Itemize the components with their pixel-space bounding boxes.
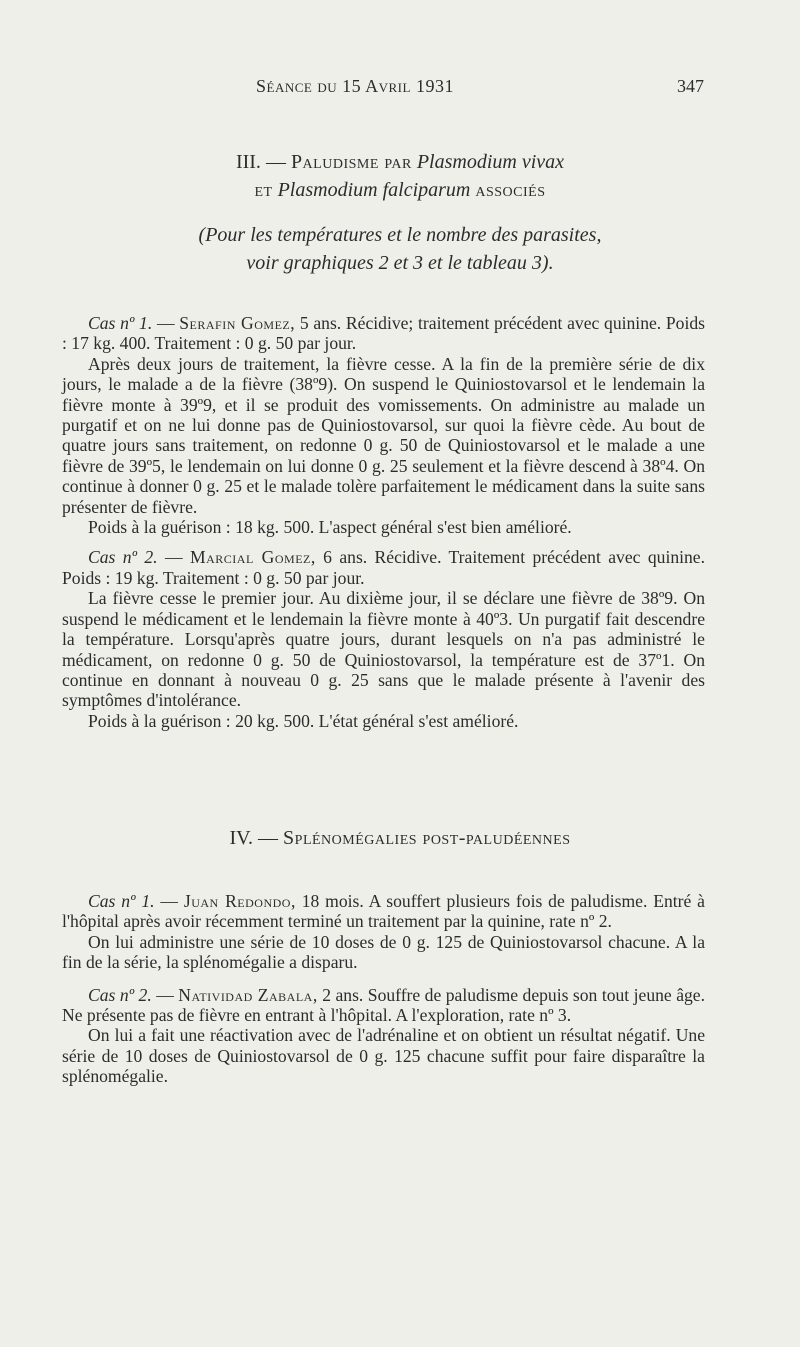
section-3-title-e: associés bbox=[475, 179, 546, 201]
section-3-title-line1 bbox=[0, 148, 800, 176]
case-dash: — bbox=[156, 313, 175, 333]
case-3-1-result: Poids à la guérison : 18 kg. 500. L'aspect général s'est bien amélioré. bbox=[88, 517, 572, 538]
section-3-note-line1: (Pour les températures et le nombre des parasites, bbox=[198, 224, 602, 246]
running-title: Séance du 15 Avril 1931 bbox=[256, 76, 454, 96]
section-3-title-d: Plasmodium falciparum bbox=[277, 179, 471, 201]
section-3-title-a: Paludisme par bbox=[290, 151, 412, 173]
case-4-1-body: On lui administre une série de 10 doses de 0 g. 125 de Quiniostovarsol chacune. A la fin de la série, la splénomégalie a disparu. bbox=[62, 931, 705, 973]
page-number: 347 bbox=[677, 76, 704, 96]
case-3-1-intro bbox=[62, 313, 705, 354]
patient-name: Natividad Zabala, bbox=[178, 984, 318, 1005]
section-3-dash: — bbox=[265, 151, 286, 173]
patient-name: Serafin Gomez, bbox=[179, 313, 296, 333]
case-3-1-body: Après deux jours de traitement, la fièvre cesse. A la fin de la première série de dix jours, le malade a de la fièvre (38º9). On suspend le Quiniostovarsol et le lendemain la fièvre monte à 39º9, et il se produit des vomissements. On administre au malade un purgatif et on ne lui donne pas de Quiniostovarsol, sur quoi la fièvre cède. Au bout de quatre jours sans traitement, on redonne 0 g. 50 de Quiniostovarsol et le malade a une fièvre de 39º5, le lendemain on lui donne 0 g. 25 seulement et la fièvre descend à 38º4. On continue à donner 0 g. 25 et le malade tolère parfaitement le médicament dans la suite sans présenter de fièvre. bbox=[62, 353, 705, 517]
case-dash: — bbox=[156, 984, 174, 1005]
patient-name: Marcial Gomez, bbox=[189, 547, 316, 568]
case-3-2-intro bbox=[62, 547, 705, 588]
section-4-cases bbox=[62, 891, 705, 1087]
section-3-title-c: et bbox=[254, 179, 273, 201]
case-label: Cas nº 1. bbox=[88, 313, 153, 333]
case-intro-text: 6 ans. Récidive. Traitement précédent avec quinine. Poids : 19 kg. Traitement : 0 g. 50 par jour. bbox=[62, 547, 706, 588]
case-intro-text: 2 ans. Souffre de paludisme depuis son tout jeune âge. Ne présente pas de fièvre en entrant à l'hôpital. A l'exploration, rate nº 3. bbox=[62, 984, 706, 1026]
section-3-title-b: Plasmodium vivax bbox=[416, 151, 565, 173]
case-dash: — bbox=[164, 547, 183, 568]
case-label: Cas nº 2. bbox=[88, 984, 152, 1005]
case-intro-text: 5 ans. Récidive; traitement précédent avec quinine. Poids : 17 kg. 400. Traitement : 0 g. 50 par jour. bbox=[62, 313, 706, 354]
section-3-cases bbox=[62, 313, 705, 731]
section-3-number: III. bbox=[235, 151, 261, 173]
case-3-2-result: Poids à la guérison : 20 kg. 500. L'état général s'est amélioré. bbox=[88, 710, 519, 731]
section-3-note-line2: voir graphiques 2 et 3 et le tableau 3). bbox=[246, 252, 554, 274]
case-4-2-intro bbox=[62, 985, 705, 1026]
patient-name: Juan Redondo, bbox=[183, 891, 296, 911]
case-intro-text: 18 mois. A souffert plusieurs fois de paludisme. Entré à l'hôpital après avoir récemment terminé un traitement par la quinine, rate nº 2. bbox=[62, 891, 705, 932]
case-dash: — bbox=[160, 891, 178, 911]
section-3-title-line2 bbox=[0, 176, 800, 204]
section-4-title bbox=[0, 824, 800, 852]
case-4-2-body: On lui a fait une réactivation avec de l'adrénaline et on obtient un résultat négatif. Une série de 10 doses de Quiniostovarsol de 0 g. 125 chacune suffit pour faire disparaître la splénomégalie. bbox=[62, 1025, 705, 1087]
case-label: Cas nº 1. bbox=[88, 891, 155, 911]
section-4-title-text: Splénomégalies post-paludéennes bbox=[283, 827, 571, 849]
case-3-2-body: La fièvre cesse le premier jour. Au dixième jour, il se déclare une fièvre de 38º9. On suspend le médicament et le lendemain la fièvre monte à 40º3. Un purgatif fait descendre la température. Lorsqu'après quatre jours, durant lesquels on n'a pas administré le médicament, on redonne 0 g. 50 de Quiniostovarsol, la température est de 37º1. On continue en donnant à nouveau 0 g. 25 sans que le malade présente à l'avenir des symptômes d'intolérance. bbox=[62, 588, 705, 711]
section-4-number: IV. bbox=[229, 827, 254, 849]
case-4-1-intro bbox=[62, 891, 705, 932]
case-label: Cas nº 2. bbox=[88, 547, 158, 568]
section-4-dash: — bbox=[258, 827, 279, 849]
